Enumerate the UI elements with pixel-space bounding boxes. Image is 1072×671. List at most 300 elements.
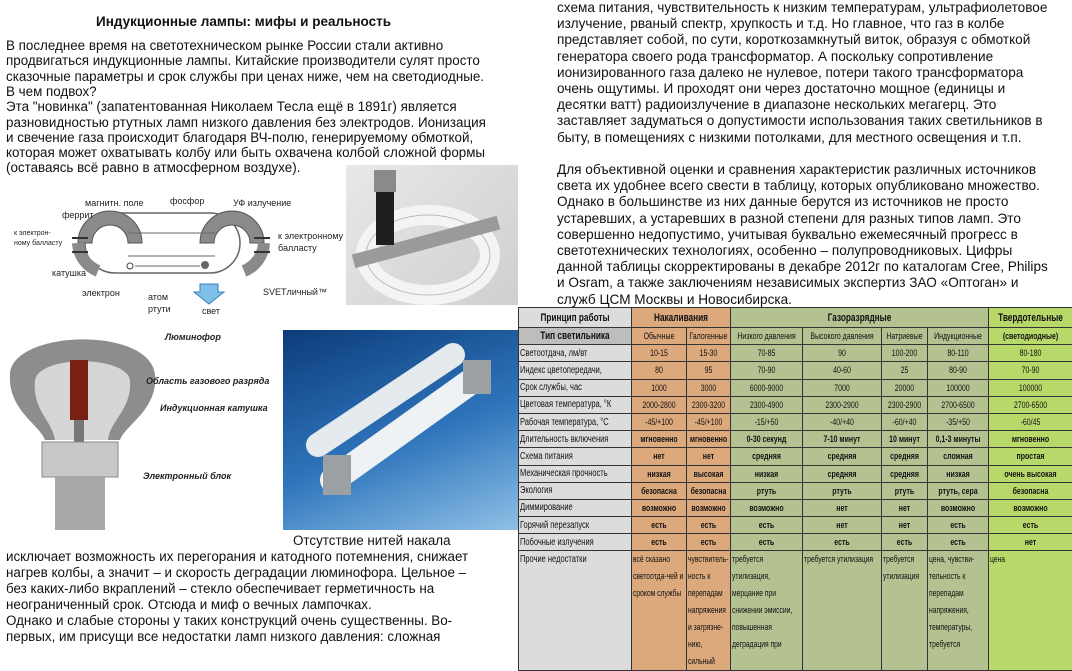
cell-text: 80-90: [929, 365, 987, 375]
table-cell: [989, 499, 1072, 516]
text-line: представляет собой, по сути, короткозамкнутый виток, образуя с обмоткой: [557, 32, 1030, 47]
cell-text: безопасна: [633, 486, 685, 496]
cell-text: 25: [883, 365, 926, 375]
text-line: заставляет задуматься о допустимости использования таких светильников в: [557, 113, 1043, 128]
cell-text: средняя: [804, 469, 880, 479]
bulb-drawing: [0, 330, 283, 530]
table-cell: [731, 345, 803, 362]
table-cell: [687, 448, 731, 465]
table-cell: [687, 345, 731, 362]
label-gas-discharge: Область газового разряда: [146, 376, 269, 386]
cell-text: есть: [990, 520, 1071, 530]
label-electron: электрон: [82, 288, 120, 298]
cell-text: Рабочая температура, °С: [520, 417, 630, 428]
cell-text: низкая: [732, 469, 801, 479]
table-cell: [989, 465, 1072, 482]
cell-text: Газоразрядные: [732, 312, 987, 324]
subheader-cell: [882, 328, 928, 345]
text-line: десятки ватт) радиоизлучение в диапазоне нескольких мегагерц. Это: [557, 97, 996, 112]
cell-text: есть: [732, 520, 801, 530]
cell-text: простая: [990, 451, 1071, 461]
cell-text: Побочные излучения: [520, 537, 630, 548]
cell-text: есть: [688, 537, 729, 547]
cell-text: Низкого давления: [732, 331, 801, 341]
table-cell: [989, 362, 1072, 379]
cell-text: 3000: [688, 383, 729, 393]
cell-text: Срок службы, час: [520, 382, 630, 393]
table-cell: [632, 551, 687, 671]
text-line: неограниченный срок. Отсюда и миф о вечных лампочках.: [6, 597, 372, 612]
cell-text: Натриевые: [883, 331, 926, 341]
cell-text: 7000: [804, 383, 880, 393]
table-cell: [731, 534, 803, 551]
table-row: [519, 448, 1072, 465]
table-cell: [989, 396, 1072, 413]
table-cell: [731, 396, 803, 413]
text-line: Однако в большинстве из них данные берутся из источников не просто: [557, 194, 1008, 209]
table-cell: [687, 534, 731, 551]
table-cell: [803, 534, 882, 551]
table-cell: [687, 396, 731, 413]
cell-text: 0-30 секунд: [732, 434, 801, 444]
table-cell: [928, 517, 989, 534]
row-label: [519, 345, 632, 362]
table-cell: [731, 517, 803, 534]
cell-text: 80-180: [990, 348, 1071, 358]
text-line: данной таблицы скорректированы в декабре 2012г по каталогам Cree, Philips: [557, 259, 1048, 274]
text-line: В чем подвох?: [6, 84, 97, 99]
table-row: [519, 465, 1072, 482]
subheader-cell: [632, 328, 687, 345]
cell-text: 100000: [929, 383, 987, 393]
cell-text: 10 минут: [883, 434, 926, 444]
cell-text: средняя: [732, 451, 801, 461]
table-cell: [882, 517, 928, 534]
table-cell: [632, 534, 687, 551]
table-cell: [882, 448, 928, 465]
table-cell: [632, 379, 687, 396]
subheader-cell: [519, 328, 632, 345]
cell-text: чувствитель-ность к перепадам напряжения и загрязне-нию, сильный: [688, 551, 729, 670]
cell-text: 70-90: [732, 365, 801, 375]
cell-text: Принцип работы: [520, 312, 630, 324]
cell-text: возможно: [633, 503, 685, 513]
table-cell: [989, 534, 1072, 551]
table-cell: [928, 499, 989, 516]
cell-text: -40/+40: [804, 417, 880, 427]
cell-text: Обычные: [633, 331, 685, 341]
cell-text: -15/+50: [732, 417, 801, 427]
cell-text: 70-85: [732, 348, 801, 358]
table-cell: [731, 551, 803, 671]
cell-text: безопасна: [990, 486, 1071, 496]
cell-text: 2700-6500: [929, 400, 987, 410]
text-line: Для объективной оценки и сравнения характеристик различных источников: [557, 162, 1036, 177]
cell-text: возможно: [688, 503, 729, 513]
text-line: Эта "новинка" (запатентованная Николаем Тесла ещё в 1891г) является: [6, 99, 457, 114]
cell-text: 0,1-3 минуты: [929, 434, 987, 444]
table-cell: [882, 362, 928, 379]
subheader-cell: [928, 328, 989, 345]
ring-lamp-photo: [346, 165, 518, 305]
table-row: [519, 396, 1072, 413]
text-line: быту, в помещениях с низкими потолками, для местного освещения и т.п.: [557, 130, 1022, 145]
table-cell: [731, 362, 803, 379]
text-line: Отсутствие нитей накала: [293, 533, 451, 548]
table-cell: [803, 499, 882, 516]
cell-text: -45/+100: [688, 417, 729, 427]
text-line: ионизированного газа далеко не нулевое, потери такого трансформатора: [557, 65, 1023, 80]
cell-text: Длительность включения: [520, 434, 630, 445]
text-line: очень ощутимы. И проходят они через достаточно мощное (единицы и: [557, 81, 1005, 96]
table-cell: [632, 499, 687, 516]
table-row: [519, 482, 1072, 499]
cell-text: 100-200: [883, 348, 926, 358]
table-cell: [632, 465, 687, 482]
row-label: [519, 551, 632, 671]
cell-text: 2300-3200: [688, 400, 729, 410]
cell-text: Экология: [520, 485, 630, 496]
subheader-cell: [989, 328, 1072, 345]
rectangular-lamp-image: [283, 330, 518, 530]
cell-text: 1000: [633, 383, 685, 393]
lamp-comparison-table: [518, 307, 1072, 671]
row-label: [519, 413, 632, 430]
induction-lamp-diagram: [0, 188, 345, 330]
cell-text: 2700-6500: [990, 400, 1071, 410]
table-cell: [882, 534, 928, 551]
table-cell: [731, 499, 803, 516]
table-cell: [687, 379, 731, 396]
row-label: [519, 517, 632, 534]
table-cell: [989, 345, 1072, 362]
cell-text: Светоотдача, лм/вт: [520, 348, 630, 359]
table-cell: [632, 431, 687, 448]
cell-text: есть: [929, 537, 987, 547]
row-label: [519, 534, 632, 551]
table-cell: [882, 482, 928, 499]
table-cell: [928, 431, 989, 448]
table-cell: [731, 431, 803, 448]
cell-text: есть: [929, 520, 987, 530]
table-cell: [928, 379, 989, 396]
cell-text: ртуть: [732, 486, 801, 496]
cell-text: безопасна: [688, 486, 729, 496]
row-label: [519, 499, 632, 516]
text-line: В последнее время на светотехническом рынке России стали активно: [6, 38, 443, 53]
text-line: исключает возможность их перегорания и катодного потемнения, снижает: [6, 549, 468, 564]
label-phosphor: фосфор: [170, 196, 204, 206]
subheader-cell: [803, 328, 882, 345]
table-cell: [803, 362, 882, 379]
row-label: [519, 431, 632, 448]
page-title: Индукционные лампы: мифы и реальность: [96, 14, 391, 29]
cell-text: 20000: [883, 383, 926, 393]
cell-text: есть: [883, 537, 926, 547]
row-label: [519, 362, 632, 379]
cell-text: 2300-4900: [732, 400, 801, 410]
cell-text: Механическая прочность: [520, 468, 630, 479]
table-cell: [632, 517, 687, 534]
cell-text: нет: [804, 503, 880, 513]
cell-text: 15-30: [688, 348, 729, 358]
cell-text: нет: [633, 451, 685, 461]
header-incandescent: [632, 308, 731, 328]
table-subheader-row: [519, 328, 1072, 345]
cell-text: нет: [804, 520, 880, 530]
ring-lamp-image: [346, 165, 518, 305]
text-line: без каких-либо вкраплений – стекло обеспечивает герметичность на: [6, 581, 434, 596]
table-cell: [928, 534, 989, 551]
cell-text: 80-110: [929, 348, 987, 358]
row-label: [519, 482, 632, 499]
cell-text: возможно: [929, 503, 987, 513]
text-line: светотехнических технологиях, особенно – полупроводниковых. Цифры: [557, 243, 1012, 258]
table-cell: [928, 465, 989, 482]
table-cell: [989, 379, 1072, 396]
text-line: излучение, рваный спектр, хрупкость и т.д. Но главное, что газ в колбе: [557, 16, 1004, 31]
table-cell: [928, 448, 989, 465]
cell-text: -60/+40: [883, 417, 926, 427]
table-cell: [989, 413, 1072, 430]
row-label: [519, 396, 632, 413]
cell-text: нет: [688, 451, 729, 461]
header-gas-discharge: [731, 308, 989, 328]
cell-text: ртуть: [804, 486, 880, 496]
cell-text: есть: [804, 537, 880, 547]
text-line: продвигаться индукционные лампы. Китайские производители сулят просто: [6, 53, 480, 68]
cell-text: требуется утилизация, мерцание при снижении эмиссии, повышенная деградация при: [732, 551, 801, 653]
cell-text: средняя: [883, 451, 926, 461]
table-row: [519, 431, 1072, 448]
header-principle: [519, 308, 632, 328]
row-label: [519, 448, 632, 465]
table-cell: [731, 482, 803, 499]
cell-text: Высокого давления: [804, 331, 880, 341]
table-cell: [731, 379, 803, 396]
text-line: генератора своего рода трансформатор. А поскольку сопротивление: [557, 49, 993, 64]
cell-text: Накаливания: [633, 312, 729, 324]
table-cell: [989, 551, 1072, 671]
text-line: нагрев колбы, а значит – и скорость деградации люминофора. Цельное –: [6, 565, 466, 580]
table-cell: [632, 396, 687, 413]
cell-text: возможно: [732, 503, 801, 513]
cell-text: 10-15: [633, 348, 685, 358]
table-cell: [687, 413, 731, 430]
cell-text: есть: [633, 520, 685, 530]
table-cell: [687, 482, 731, 499]
text-line: (оставаясь всё равно в атмосферном воздухе).: [6, 160, 300, 175]
label-ballast-right-2: балласту: [278, 243, 317, 253]
cell-text: мгновенно: [990, 434, 1071, 444]
cell-text: 2300-2900: [883, 400, 926, 410]
cell-text: Цветовая температура, °К: [520, 399, 630, 410]
header-solid-state: [989, 308, 1072, 328]
table-cell: [687, 499, 731, 516]
table-cell: [803, 379, 882, 396]
table-cell: [731, 448, 803, 465]
table-cell: [882, 345, 928, 362]
table-cell: [803, 413, 882, 430]
cell-text: есть: [732, 537, 801, 547]
table-cell: [928, 551, 989, 671]
table-cell: [989, 482, 1072, 499]
table-cell: [632, 413, 687, 430]
table-row: [519, 534, 1072, 551]
cell-text: 2300-2900: [804, 400, 880, 410]
table-cell: [731, 465, 803, 482]
table-cell: [803, 396, 882, 413]
label-phosphor-bulb: Люминофор: [165, 332, 221, 342]
cell-text: Прочие недостатки: [520, 551, 630, 568]
text-line: совершенно недопустимо, учитывая буквально ежемесячный прогресс в: [557, 227, 1018, 242]
cell-text: ртуть: [883, 486, 926, 496]
table-cell: [687, 465, 731, 482]
text-line: и Osram, а также заключениям независимых экспертиз ЗАО «Оптоган» и: [557, 275, 1018, 290]
cell-text: мгновенно: [688, 434, 729, 444]
svetlichny-logo: SVETличный™: [263, 287, 327, 297]
table-cell: [803, 431, 882, 448]
table-cell: [928, 413, 989, 430]
table-cell: [882, 413, 928, 430]
cell-text: Тип светильника: [520, 330, 630, 342]
table-cell: [882, 499, 928, 516]
table-row: [519, 413, 1072, 430]
cell-text: нет: [990, 537, 1071, 547]
table-cell: [882, 551, 928, 671]
cell-text: средняя: [883, 469, 926, 479]
text-line: Однако и слабые стороны у таких конструкций очень существенны. Во-: [6, 613, 452, 628]
text-line: которая может охватывать колбу или быть охвачена колбой сложной формы: [6, 145, 485, 160]
table-cell: [731, 413, 803, 430]
table-cell: [928, 396, 989, 413]
table-cell: [632, 345, 687, 362]
table-cell: [803, 448, 882, 465]
subheader-cell: [687, 328, 731, 345]
table-row: [519, 499, 1072, 516]
table-row: [519, 517, 1072, 534]
cell-text: -60/45: [990, 417, 1071, 427]
cell-text: 6000-9000: [732, 383, 801, 393]
text-line: света их удобнее всего свести в таблицу, которых опубликовано множество.: [557, 178, 1040, 193]
label-magnetic-field: магнитн. поле: [85, 198, 144, 208]
table-cell: [632, 482, 687, 499]
label-ballast-left-1: к электрон-: [14, 230, 51, 238]
table-cell: [928, 482, 989, 499]
table-cell: [803, 465, 882, 482]
cell-text: (светодиодные): [990, 331, 1071, 341]
label-ballast-right-1: к электронному: [278, 231, 343, 241]
label-electronic-unit: Электронный блок: [143, 471, 231, 481]
table-cell: [687, 517, 731, 534]
cell-text: 2000-2800: [633, 400, 685, 410]
label-ballast-left-2: ному балласту: [14, 240, 62, 248]
label-light: свет: [202, 306, 220, 316]
rectangular-lamp-photo: [283, 330, 518, 530]
text-line: и свечение газа происходит благодаря ВЧ-полю, генерируемому обмоткой,: [6, 130, 473, 145]
text-line: устаревших, а устаревших в разной степени для разных типов ламп. Это: [557, 211, 1021, 226]
cell-text: высокая: [688, 469, 729, 479]
table-cell: [928, 345, 989, 362]
cell-text: Индукционные: [929, 331, 987, 341]
cell-text: очень высокая: [990, 469, 1071, 479]
cell-text: есть: [688, 520, 729, 530]
cell-text: -45/+100: [633, 417, 685, 427]
subheader-cell: [731, 328, 803, 345]
table-row: [519, 379, 1072, 396]
cell-text: 100000: [990, 383, 1071, 393]
table-row-other-drawbacks: [519, 551, 1072, 671]
table-cell: [687, 551, 731, 671]
cell-text: 90: [804, 348, 880, 358]
cell-text: 40-60: [804, 365, 880, 375]
row-label: [519, 465, 632, 482]
cell-text: Диммирование: [520, 502, 630, 513]
cell-text: 95: [688, 365, 729, 375]
table-cell: [882, 396, 928, 413]
table-cell: [803, 482, 882, 499]
cell-text: есть: [633, 537, 685, 547]
table-cell: [989, 431, 1072, 448]
cell-text: Твердотельные: [990, 312, 1071, 324]
cell-text: цена: [990, 551, 1071, 568]
text-line: сказочные параметры и срок службы при ценах ниже, чем на светодиодные.: [6, 69, 484, 84]
cell-text: Галогенные: [688, 331, 729, 341]
table-cell: [989, 517, 1072, 534]
table-cell: [928, 362, 989, 379]
cell-text: 80: [633, 365, 685, 375]
table-cell: [687, 362, 731, 379]
table-cell: [882, 465, 928, 482]
table-header-row: [519, 308, 1072, 328]
cell-text: 70-90: [990, 365, 1071, 375]
cell-text: Индекс цветопередачи,: [520, 365, 630, 376]
cell-text: низкая: [633, 469, 685, 479]
cell-text: нет: [883, 520, 926, 530]
label-uv: УФ излучение: [233, 198, 291, 208]
table-row: [519, 345, 1072, 362]
cell-text: всё сказано светоотда-чей и сроком службы: [633, 551, 685, 602]
text-line: служб ЦСМ Москвы и Новосибирска.: [557, 292, 792, 307]
cell-text: цена, чувстви-тельность к перепадам напряжения, температуры, требуется: [929, 551, 987, 653]
cell-text: сложная: [929, 451, 987, 461]
cell-text: Схема питания: [520, 451, 630, 462]
table-cell: [632, 362, 687, 379]
cell-text: -35/+50: [929, 417, 987, 427]
table-cell: [989, 448, 1072, 465]
table-cell: [882, 431, 928, 448]
text-line: первых, им присущи все недостатки ламп низкого давления: сложная: [6, 629, 440, 644]
label-coil: катушка: [52, 268, 86, 278]
label-mercury: ртути: [148, 304, 171, 314]
table-cell: [803, 517, 882, 534]
table-cell: [803, 345, 882, 362]
cell-text: возможно: [990, 503, 1071, 513]
text-line: разновидностью ртутных ламп низкого давления без электродов. Ионизация: [6, 115, 486, 130]
table-cell: [687, 431, 731, 448]
label-ferrite: феррит: [62, 210, 94, 220]
table-cell: [803, 551, 882, 671]
label-induction-coil: Индукционная катушка: [160, 403, 268, 413]
cell-text: Горячий перезапуск: [520, 520, 630, 531]
diagram-drawing: [0, 188, 345, 330]
cell-text: нет: [883, 503, 926, 513]
row-label: [519, 379, 632, 396]
cell-text: мгновенно: [633, 434, 685, 444]
table-cell: [632, 448, 687, 465]
table-cell: [882, 379, 928, 396]
cell-text: ртуть, сера: [929, 486, 987, 496]
